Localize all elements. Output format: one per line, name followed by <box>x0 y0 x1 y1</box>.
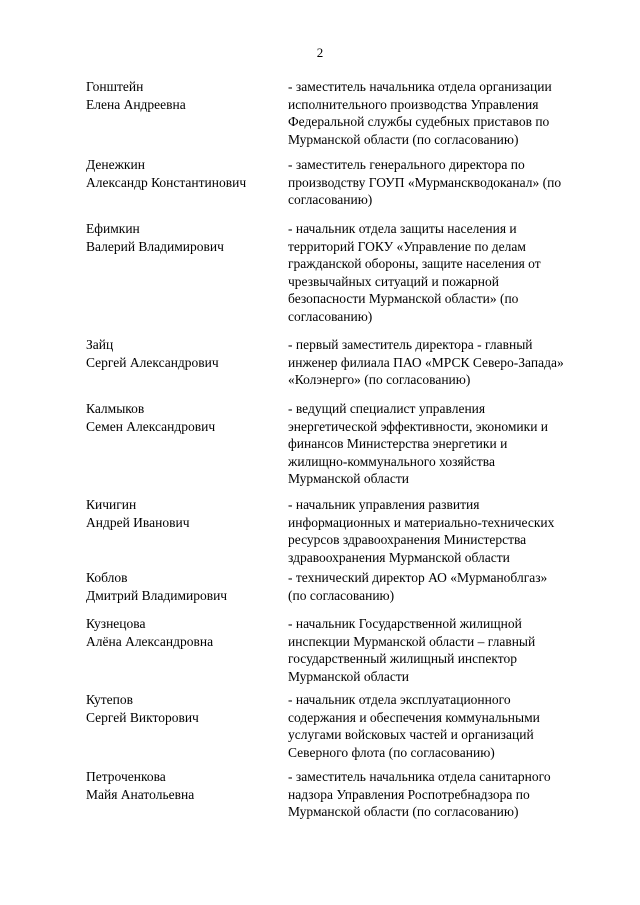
position-line: согласованию) <box>288 308 373 324</box>
member-position <box>288 691 600 761</box>
position-line: Мурманской области <box>288 471 409 487</box>
member-name <box>86 615 276 650</box>
member-surname: Ефимкин <box>86 221 140 236</box>
member-position <box>288 400 600 488</box>
member-name <box>86 768 276 803</box>
position-line: - начальник отдела защиты населения и <box>288 221 517 236</box>
page-number: 2 <box>316 45 324 60</box>
member-position <box>288 768 600 821</box>
position-line: услугами войсковых частей и организаций <box>288 727 534 743</box>
member-position <box>288 78 600 148</box>
member-name <box>86 691 276 726</box>
position-line: - технический директор АО «Мурманоблгаз» <box>288 570 548 585</box>
position-line: гражданской обороны, защите населения от <box>288 256 541 272</box>
position-line: государственный жилищный инспектор <box>288 651 517 667</box>
position-line: надзора Управления Роспотребнадзора по <box>288 786 530 802</box>
member-surname: Петроченкова <box>86 769 166 784</box>
member-name <box>86 569 276 604</box>
position-line: безопасности Мурманской области» (по <box>288 291 519 307</box>
position-line: - заместитель начальника отдела санитарного <box>288 769 551 784</box>
member-surname: Гонштейн <box>86 79 144 94</box>
position-line: - начальник Государственной жилищной <box>288 616 522 631</box>
member-name <box>86 220 276 255</box>
position-line: энергетической эффективности, экономики и <box>288 418 549 434</box>
member-given-names: Сергей Викторович <box>86 709 199 725</box>
position-line: содержания и обеспечения коммунальными <box>288 709 540 725</box>
position-line: согласованию) <box>288 192 373 208</box>
member-surname: Коблов <box>86 570 128 585</box>
member-surname: Денежкин <box>86 157 145 172</box>
position-line: - первый заместитель директора - главный <box>288 337 533 352</box>
position-line: чрезвычайных ситуаций и пожарной <box>288 273 499 289</box>
position-line: производству ГОУП «Мурманскводоканал» (по <box>288 174 562 190</box>
member-given-names: Дмитрий Владимирович <box>86 587 228 603</box>
position-line: «Колэнерго» (по согласованию) <box>288 372 471 388</box>
position-line: Мурманской области <box>288 668 409 684</box>
position-line: - ведущий специалист управления <box>288 401 486 416</box>
member-position <box>288 569 600 604</box>
member-surname: Кичигин <box>86 497 137 512</box>
position-line: Северного флота (по согласованию) <box>288 744 495 760</box>
member-position <box>288 156 600 209</box>
position-line: инспекции Мурманской области – главный <box>288 633 536 649</box>
position-line: инженер филиала ПАО «МРСК Северо-Запада» <box>288 354 564 370</box>
member-given-names: Александр Константинович <box>86 174 247 190</box>
position-line: здравоохранения Мурманской области <box>288 549 510 565</box>
member-given-names: Алёна Александровна <box>86 633 214 649</box>
position-line: - заместитель генерального директора по <box>288 157 525 172</box>
member-name <box>86 400 276 435</box>
position-line: Мурманской области (по согласованию) <box>288 804 519 820</box>
position-line: (по согласованию) <box>288 587 395 603</box>
member-name <box>86 78 276 113</box>
member-position <box>288 615 600 685</box>
position-line: ресурсов здравоохранения Министерства <box>288 532 527 548</box>
position-line: финансов Министерства энергетики и <box>288 436 508 452</box>
member-position <box>288 220 600 326</box>
member-surname: Зайц <box>86 337 114 352</box>
member-given-names: Семен Александрович <box>86 418 216 434</box>
member-name <box>86 496 276 531</box>
member-name <box>86 336 276 371</box>
position-line: территорий ГОКУ «Управление по делам <box>288 238 526 254</box>
position-line: - начальник управления развития <box>288 497 480 512</box>
member-given-names: Сергей Александрович <box>86 354 219 370</box>
member-position <box>288 496 600 566</box>
position-line: Федеральной службы судебных приставов по <box>288 114 550 130</box>
position-line: - начальник отдела эксплуатационного <box>288 692 511 707</box>
position-line: жилищно-коммунального хозяйства <box>288 453 495 469</box>
position-line: исполнительного производства Управления <box>288 96 539 112</box>
position-line: информационных и материально-технических <box>288 514 555 530</box>
position-line: - заместитель начальника отдела организации <box>288 79 552 94</box>
member-surname: Калмыков <box>86 401 145 416</box>
member-surname: Кутепов <box>86 692 133 707</box>
member-given-names: Елена Андреевна <box>86 96 186 112</box>
member-position <box>288 336 600 389</box>
member-surname: Кузнецова <box>86 616 146 631</box>
member-given-names: Майя Анатольевна <box>86 786 195 802</box>
member-name <box>86 156 276 191</box>
position-line: Мурманской области (по согласованию) <box>288 131 519 147</box>
member-given-names: Валерий Владимирович <box>86 238 224 254</box>
member-given-names: Андрей Иванович <box>86 514 190 530</box>
